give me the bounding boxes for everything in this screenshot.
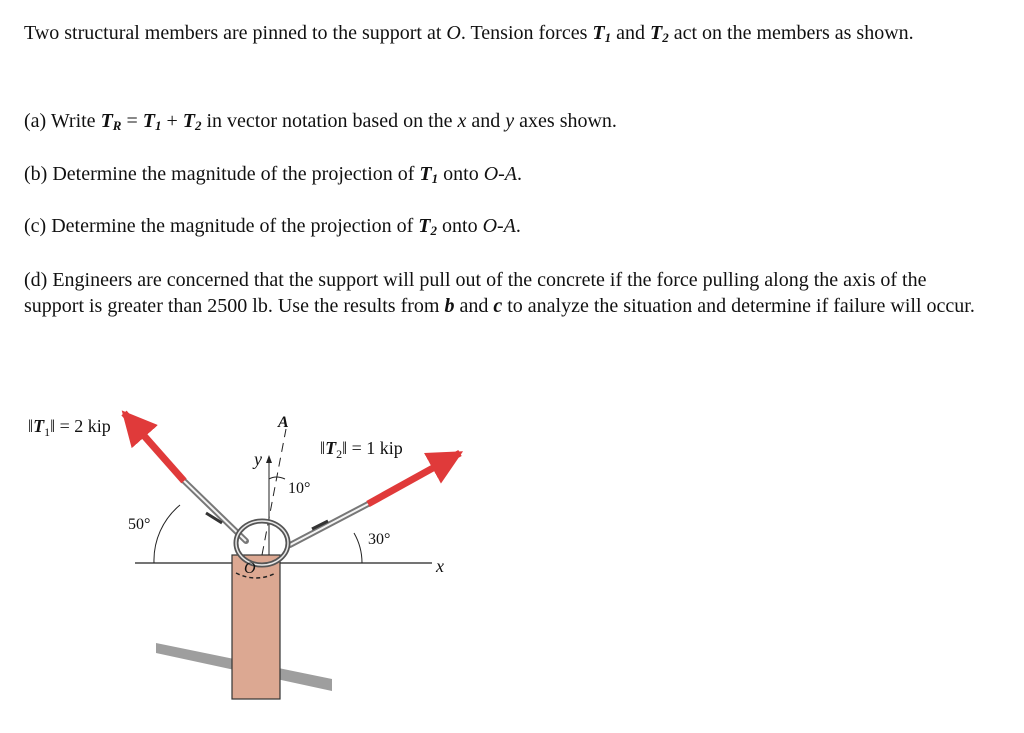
problem-intro: Two structural members are pinned to the support at O. Tension forces $T_1$ and $T_2$ act on the members as shown. (24, 22, 914, 45)
axis-y-label: y (254, 449, 262, 469)
question-a: (a) Write $T_R = T_1 + T_2$ in vector notation based on the x and y axes shown. (24, 110, 617, 133)
question-b: (b) Determine the magnitude of the projection of $T_1$ onto O-A. (24, 163, 523, 186)
angle-left-label: 50° (128, 516, 151, 533)
member-2-rope-core (290, 503, 370, 545)
t2-magnitude-label: $‖T_2‖ = 1$ kip (320, 438, 403, 461)
force-t2-arrow (368, 453, 460, 504)
question-c: (c) Determine the magnitude of the projection of $T_2$ onto O-A. (24, 215, 521, 238)
axis-x-label: x (436, 556, 444, 576)
y-axis-arrowhead (266, 455, 272, 463)
angle-arc-left (154, 505, 180, 563)
angle-top-label: 10° (288, 480, 311, 497)
question-d: (d) Engineers are concerned that the support will pull out of the concrete if the force pulling along the axis of the support is greater than 2500 lb. Use the results from b and c to analyze the situation and determine if failure will occur. (24, 269, 975, 317)
angle-arc-right (354, 533, 362, 563)
point-o-label: O (244, 560, 256, 577)
t1-magnitude-label: $‖T_1‖ = 2$ kip (28, 416, 111, 439)
force-diagram (0, 395, 520, 715)
oa-line (262, 429, 286, 555)
force-t1-arrow (124, 413, 184, 481)
angle-right-label: 30° (368, 531, 391, 548)
concrete-support (232, 555, 280, 699)
member-1-rope-core (180, 477, 246, 541)
point-a-label: A (278, 414, 289, 431)
